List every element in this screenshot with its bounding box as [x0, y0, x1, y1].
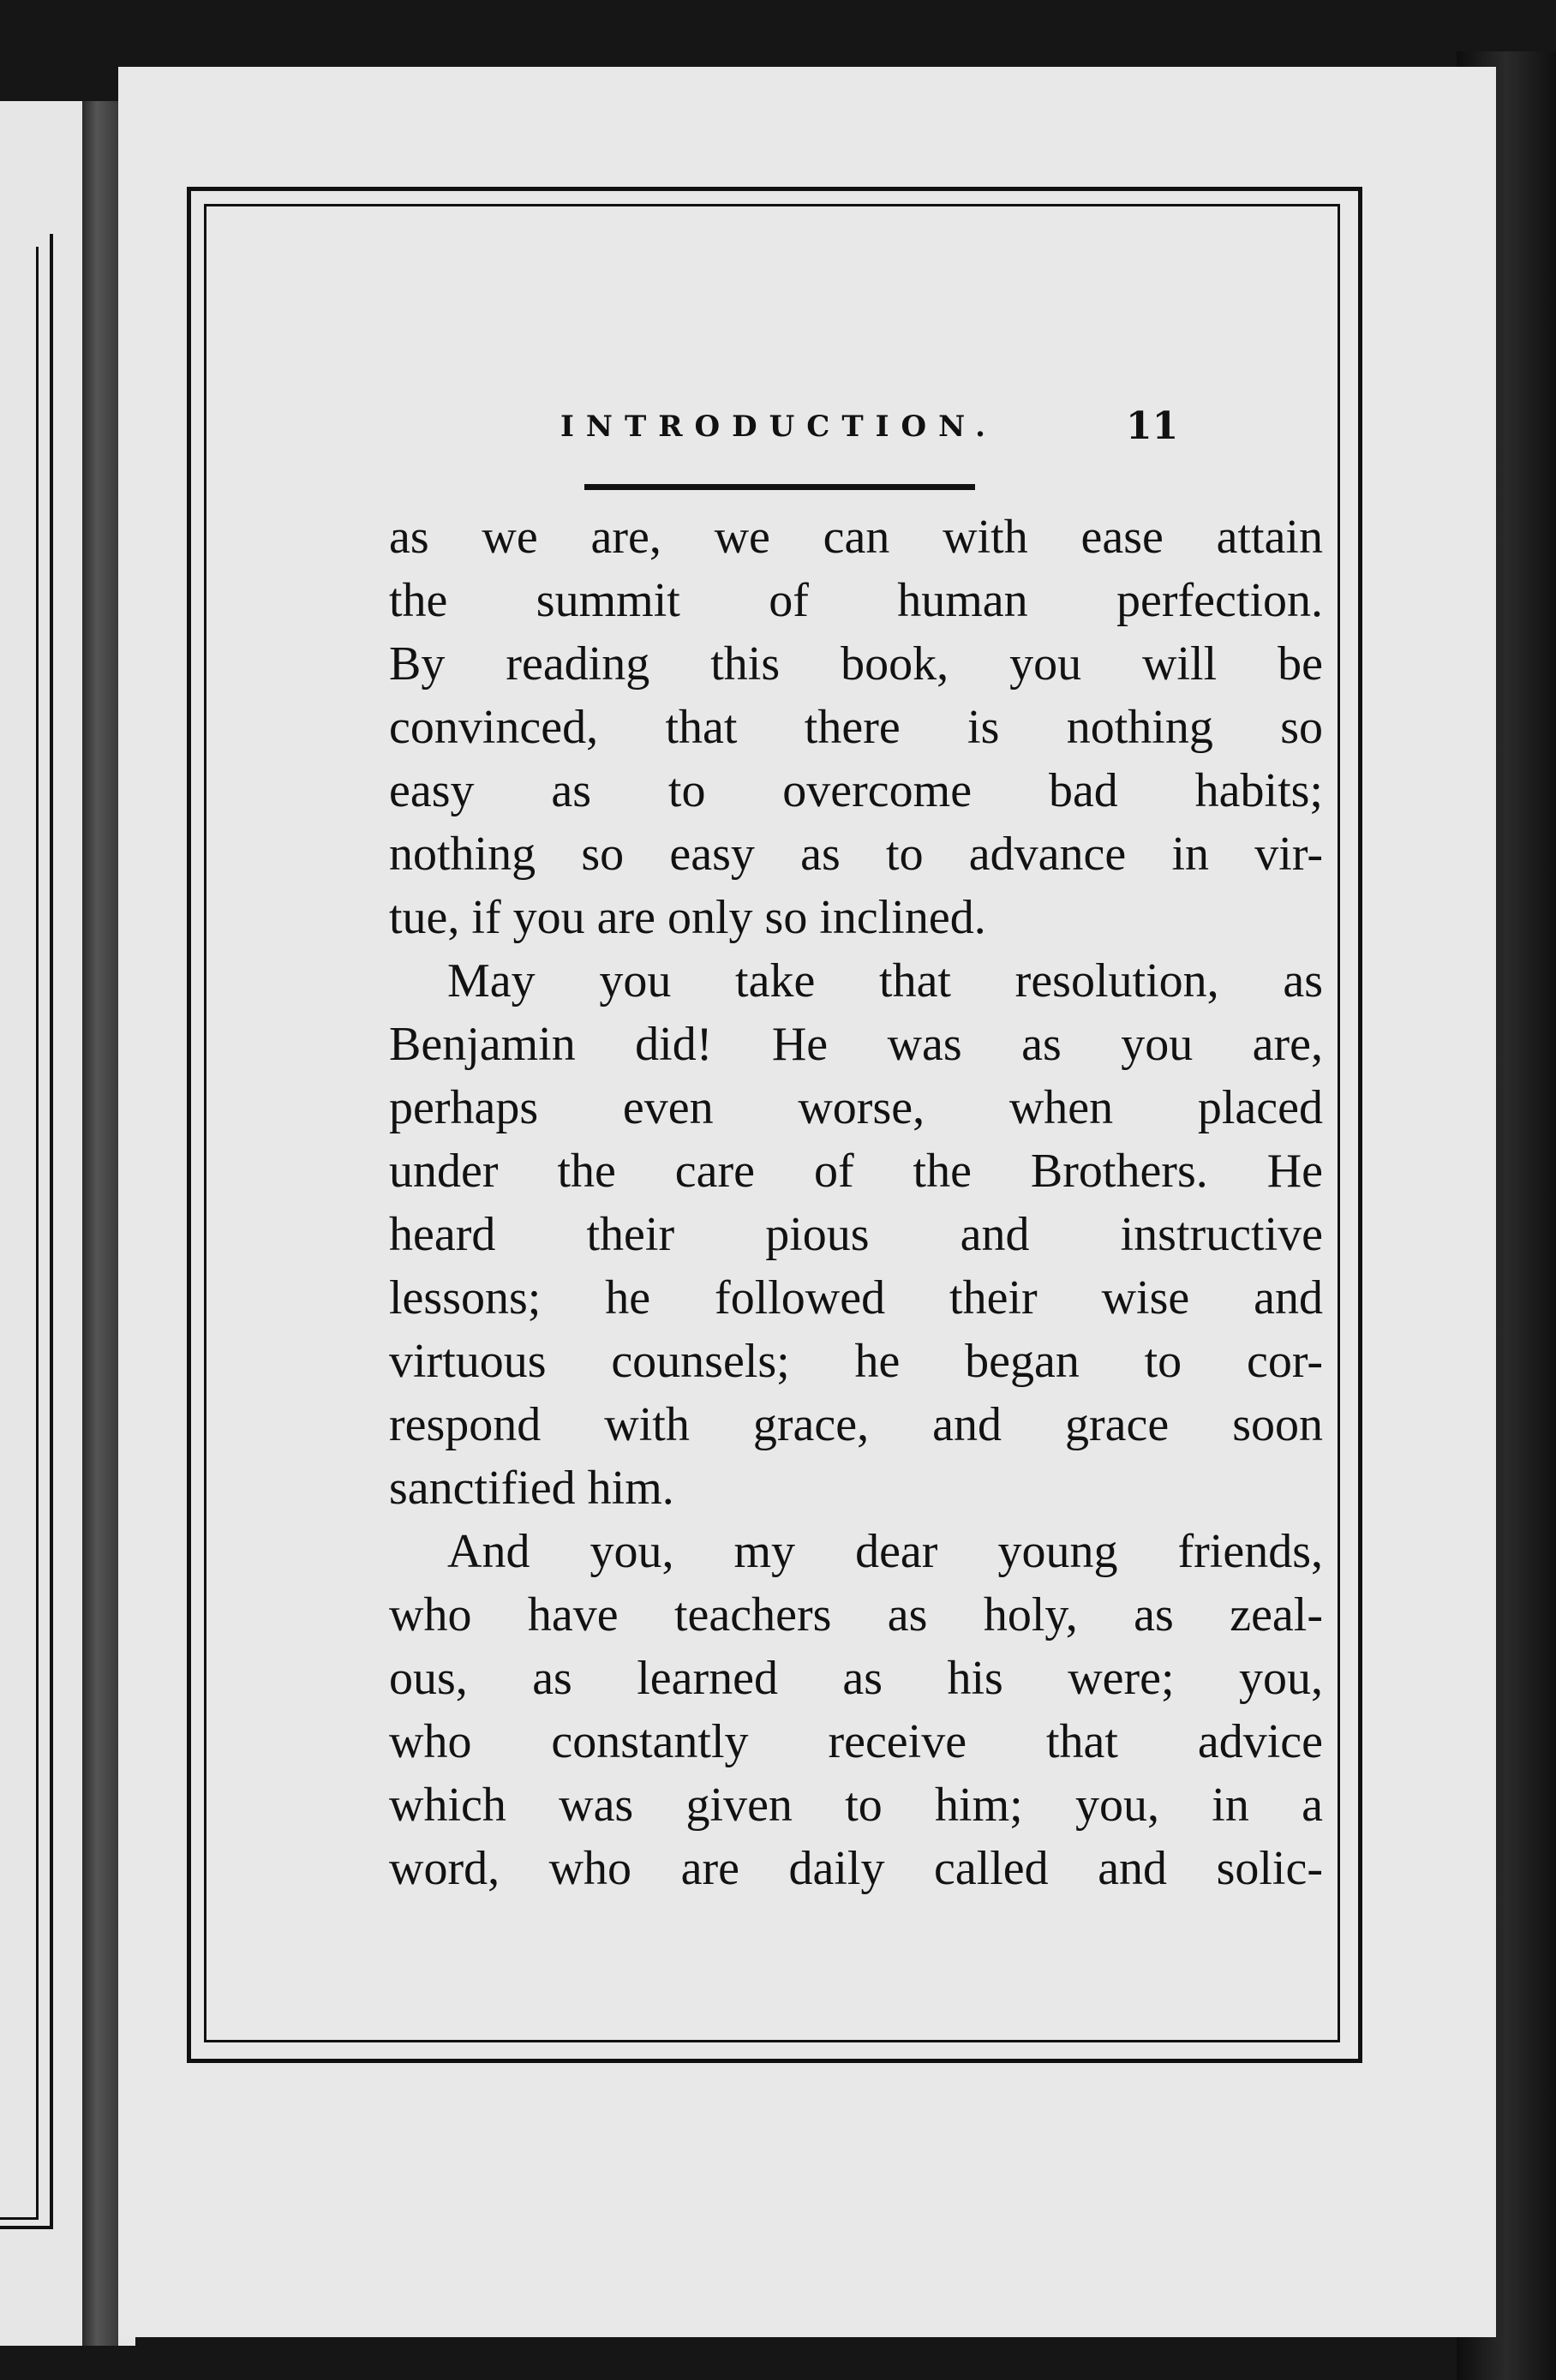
text-line: who have teachers as holy, as zeal- — [389, 1588, 1323, 1641]
text-line: perhaps even worse, when placed — [389, 1081, 1323, 1134]
book-gutter — [82, 101, 118, 2346]
page-header — [118, 404, 1496, 478]
text-line: easy as to overcome bad habits; — [389, 764, 1323, 817]
header-rule — [584, 484, 975, 490]
running-head: INTRODUCTION. — [560, 410, 997, 444]
text-line: sanctified him. — [389, 1462, 674, 1515]
text-line: under the care of the Brothers. He — [389, 1145, 1323, 1198]
page-number: 11 — [1126, 404, 1179, 448]
text-line: which was given to him; you, in a — [389, 1779, 1323, 1832]
text-line: convinced, that there is nothing so — [389, 701, 1323, 754]
text-line: word, who are daily called and solic- — [389, 1842, 1323, 1895]
text-line: as we are, we can with ease attain — [389, 511, 1323, 564]
text-line: nothing so easy as to advance in vir- — [389, 828, 1323, 881]
text-line: Benjamin did! He was as you are, — [389, 1018, 1323, 1071]
text-line: the summit of human perfection. — [389, 574, 1323, 627]
text-line: virtuous counsels; he began to cor- — [389, 1335, 1323, 1388]
book-page — [118, 67, 1496, 2337]
body-text — [389, 505, 1323, 1900]
text-line: And you, my dear young friends, — [447, 1525, 1323, 1578]
text-line: By reading this book, you will be — [389, 637, 1323, 691]
text-line: lessons; he followed their wise and — [389, 1271, 1323, 1325]
text-line: heard their pious and instructive — [389, 1208, 1323, 1261]
text-line: respond with grace, and grace soon — [389, 1398, 1323, 1451]
text-line: May you take that resolution, as — [447, 954, 1323, 1008]
text-line: tue, if you are only so inclined. — [389, 891, 986, 944]
previous-page-inner-border — [0, 247, 39, 2220]
text-line: ous, as learned as his were; you, — [389, 1652, 1323, 1705]
text-line: who constantly receive that advice — [389, 1715, 1323, 1768]
